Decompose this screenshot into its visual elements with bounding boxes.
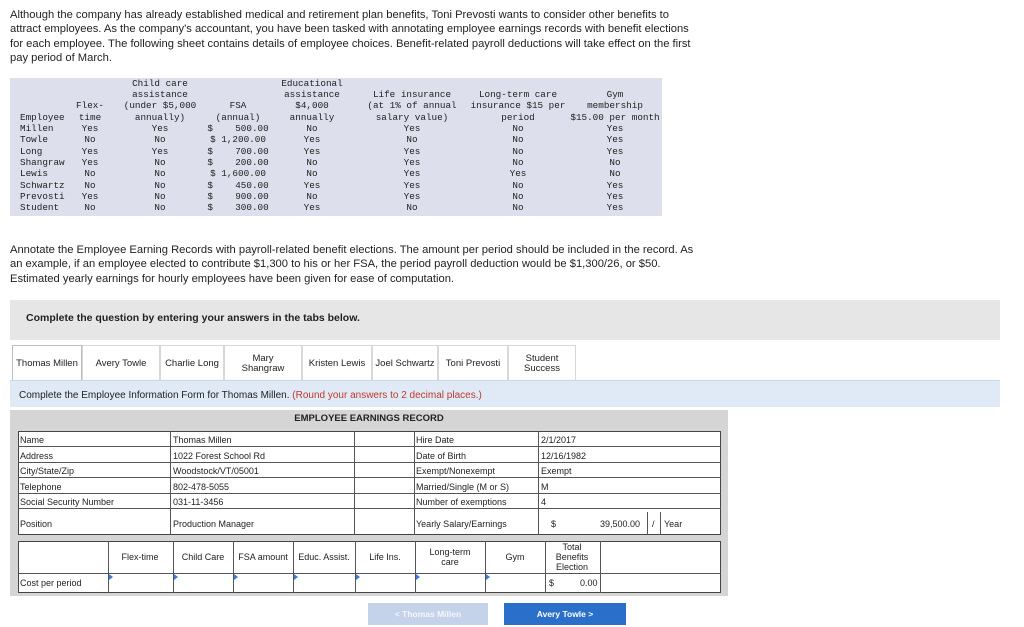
row-ltc: No [512, 123, 524, 134]
cost-input-1[interactable] [174, 574, 233, 592]
row-child: No [154, 168, 166, 180]
divider [18, 462, 721, 463]
row-ltc: No [512, 179, 524, 191]
row-fsa: $ 300.00 [207, 202, 269, 214]
input-arrow-icon [294, 574, 298, 580]
cost-label: Cost per period [20, 578, 82, 588]
row-gym: Yes [606, 145, 624, 157]
row-edu: Yes [303, 202, 321, 214]
question-text: Complete the question by entering your answers in the tabs below. [26, 312, 360, 324]
cost-input-4[interactable] [356, 574, 415, 592]
tab-thomas-millen[interactable]: Thomas Millen [12, 345, 82, 381]
input-arrow-icon [174, 574, 178, 580]
divider [18, 508, 721, 509]
row-life: Yes [403, 156, 421, 168]
right-label-1: Date of Birth [416, 450, 467, 461]
row-fsa: $ 500.00 [207, 123, 269, 134]
row-flex: Yes [81, 123, 99, 134]
row-life: Yes [403, 179, 421, 191]
input-arrow-icon [356, 574, 360, 580]
yearly-label: Yearly Salary/Earnings [416, 519, 507, 529]
right-value-0: 2/1/2017 [541, 435, 577, 445]
header-gym: Gym membership $15.00 per month [570, 89, 660, 123]
row-name: Student [20, 202, 60, 214]
row-flex: Yes [81, 190, 99, 202]
label-2: City/State/Zip [20, 466, 75, 476]
col-header-7: Total Benefits Election [555, 542, 589, 572]
row-fsa: $ 200.00 [207, 156, 269, 168]
row-edu: No [306, 168, 318, 180]
row-gym: No [609, 156, 621, 168]
row-child: No [154, 179, 166, 191]
row-name: Millen [20, 123, 54, 134]
col-header-3: Educ. Assist. [298, 552, 350, 562]
row-flex: No [84, 179, 96, 191]
employee-earnings-record [10, 410, 728, 596]
row-flex: No [84, 168, 96, 180]
tab-kristen-lewis[interactable]: Kristen Lewis [302, 345, 372, 381]
tab-joel-schwartz[interactable]: Joel Schwartz [372, 345, 438, 381]
input-arrow-icon [109, 574, 113, 580]
instruction-text: Complete the Employee Information Form for Thomas Millen. [19, 390, 290, 401]
row-child: No [154, 156, 166, 168]
yearly-value: 39,500.00 [600, 519, 641, 529]
next-tab-button[interactable]: Avery Towle > [504, 603, 626, 625]
row-flex: No [84, 134, 96, 146]
divider [18, 477, 721, 478]
row-child: No [154, 134, 166, 146]
position-label: Position [20, 519, 53, 529]
instruction-note: (Round your answers to 2 decimal places.) [292, 390, 482, 401]
tab-mary-shangraw[interactable]: Mary Shangraw [224, 345, 302, 381]
col-header-5: Long-term care [429, 547, 471, 567]
row-gym: No [609, 168, 621, 180]
cost-input-2[interactable] [234, 574, 293, 592]
row-fsa: $ 900.00 [207, 190, 269, 202]
header-flex: Flex- time [76, 100, 104, 123]
row-flex: Yes [81, 145, 99, 157]
label-1: Address [20, 450, 54, 461]
total-value: 0.00 [580, 578, 598, 588]
cost-input-6[interactable] [486, 574, 545, 592]
row-fsa: $ 450.00 [207, 179, 269, 191]
header-child: Child care assistance (under $5,000 annually) [123, 77, 197, 123]
divider [647, 512, 648, 535]
row-ltc: No [512, 156, 524, 168]
input-arrow-icon [234, 574, 238, 580]
cost-input-3[interactable] [294, 574, 355, 592]
header-fsa: FSA (annual) [215, 100, 261, 123]
row-name: Prevosti [20, 190, 65, 202]
row-ltc: No [512, 134, 524, 146]
row-life: Yes [403, 145, 421, 157]
row-fsa: $ 1,600.00 [210, 168, 266, 180]
row-child: No [154, 190, 166, 202]
value-0: Thomas Millen [173, 435, 232, 445]
cost-input-5[interactable] [416, 574, 485, 592]
row-gym: Yes [606, 190, 624, 202]
tab-charlie-long[interactable]: Charlie Long [160, 345, 224, 381]
row-gym: Yes [606, 202, 624, 214]
row-name: Towle [20, 134, 48, 146]
yearly-period: Year [664, 519, 683, 529]
instruction-bar [10, 380, 1000, 407]
row-ltc: No [512, 190, 524, 202]
row-edu: Yes [303, 145, 321, 157]
header-edu: Educational assistance $4,000 annually [281, 77, 343, 123]
col-header-4: Life Ins. [369, 552, 401, 562]
row-edu: No [306, 156, 318, 168]
tab-student-success[interactable]: Student Success [508, 345, 576, 381]
row-edu: Yes [303, 179, 321, 191]
value-4: 031-11-3456 [173, 497, 224, 507]
col-header-1: Child Care [181, 552, 225, 562]
right-value-3: M [541, 481, 549, 492]
row-flex: Yes [81, 156, 99, 168]
total-currency: $ [549, 578, 555, 588]
row-fsa: $ 1,200.00 [210, 134, 266, 146]
row-life: Yes [403, 168, 421, 180]
row-gym: Yes [606, 134, 624, 146]
question-bar [10, 300, 1000, 340]
row-child: Yes [151, 145, 169, 157]
yearly-currency: $ [551, 519, 557, 529]
header-employee: Employee [20, 112, 65, 123]
row-child: Yes [151, 123, 169, 134]
label-4: Social Security Number [20, 497, 115, 507]
row-name: Long [20, 145, 43, 157]
row-ltc: Yes [509, 168, 527, 180]
row-flex: No [84, 202, 96, 214]
col-header-2: FSA amount [238, 552, 288, 562]
row-edu: No [306, 190, 318, 202]
record-title: EMPLOYEE EARNINGS RECORD [294, 413, 444, 424]
value-1: 1022 Forest School Rd [173, 450, 266, 461]
input-arrow-icon [416, 574, 420, 580]
cost-input-0[interactable] [109, 574, 173, 592]
right-label-2: Exempt/Nonexempt [416, 466, 496, 476]
right-value-1: 12/16/1982 [541, 450, 587, 461]
employee-choices-table [10, 78, 662, 216]
row-life: No [406, 202, 418, 214]
row-child: No [154, 202, 166, 214]
label-0: Name [20, 435, 45, 445]
header-ltc: Long-term care insurance $15 per period [470, 89, 566, 123]
row-ltc: No [512, 202, 524, 214]
right-label-3: Married/Single (M or S) [416, 481, 510, 492]
right-label-4: Number of exemptions [416, 497, 507, 507]
row-life: Yes [403, 123, 421, 134]
input-arrow-icon [486, 574, 490, 580]
row-name: Schwartz [20, 179, 65, 191]
divider [18, 446, 721, 447]
row-gym: Yes [606, 123, 624, 134]
yearly-sep: / [652, 519, 655, 529]
tab-toni-prevosti[interactable]: Toni Prevosti [438, 345, 508, 381]
row-edu: Yes [303, 134, 321, 146]
row-life: No [406, 134, 418, 146]
row-life: Yes [403, 190, 421, 202]
right-label-0: Hire Date [416, 435, 455, 445]
position-value: Production Manager [173, 519, 255, 529]
row-gym: Yes [606, 179, 624, 191]
row-name: Lewis [20, 168, 48, 180]
prev-tab-button[interactable]: < Thomas Millen [368, 603, 488, 625]
row-ltc: No [512, 145, 524, 157]
col-header-6: Gym [505, 552, 525, 562]
label-3: Telephone [20, 481, 62, 492]
row-name: Shangraw [20, 156, 65, 168]
right-value-4: 4 [541, 497, 547, 507]
divider [660, 512, 661, 535]
divider [18, 493, 721, 494]
col-header-0: Flex-time [121, 552, 159, 562]
tab-avery-towle[interactable]: Avery Towle [82, 345, 160, 381]
value-3: 802-478-5055 [173, 481, 230, 492]
row-fsa: $ 700.00 [207, 145, 269, 157]
value-2: Woodstock/VT/05001 [173, 466, 259, 476]
right-value-2: Exempt [541, 466, 572, 476]
intro-paragraph: Although the company has already established medical and retirement plan benefits, Toni Prevosti wants to consider other benefits to attract employees. As the company's accountant, you have been tasked with annotating employee earnings records with benefit elections for each employee. The following sheet contains details of employee choices. Benefit-related payroll deductions will take effect on the first pay period of March. [10, 9, 691, 64]
header-life: Life insurance (at 1% of annual salary value) [367, 89, 457, 123]
annotate-paragraph: Annotate the Employee Earning Records with payroll-related benefit elections. The amount per period should be included in the record. As an example, if an employee elected to contribute $1,300 to his or her FSA, the period payroll deduction would be $1,300/26, or $50. Estimated yearly earnings for hourly employees have been given for ease of computation. [10, 244, 694, 285]
row-edu: No [306, 123, 318, 134]
